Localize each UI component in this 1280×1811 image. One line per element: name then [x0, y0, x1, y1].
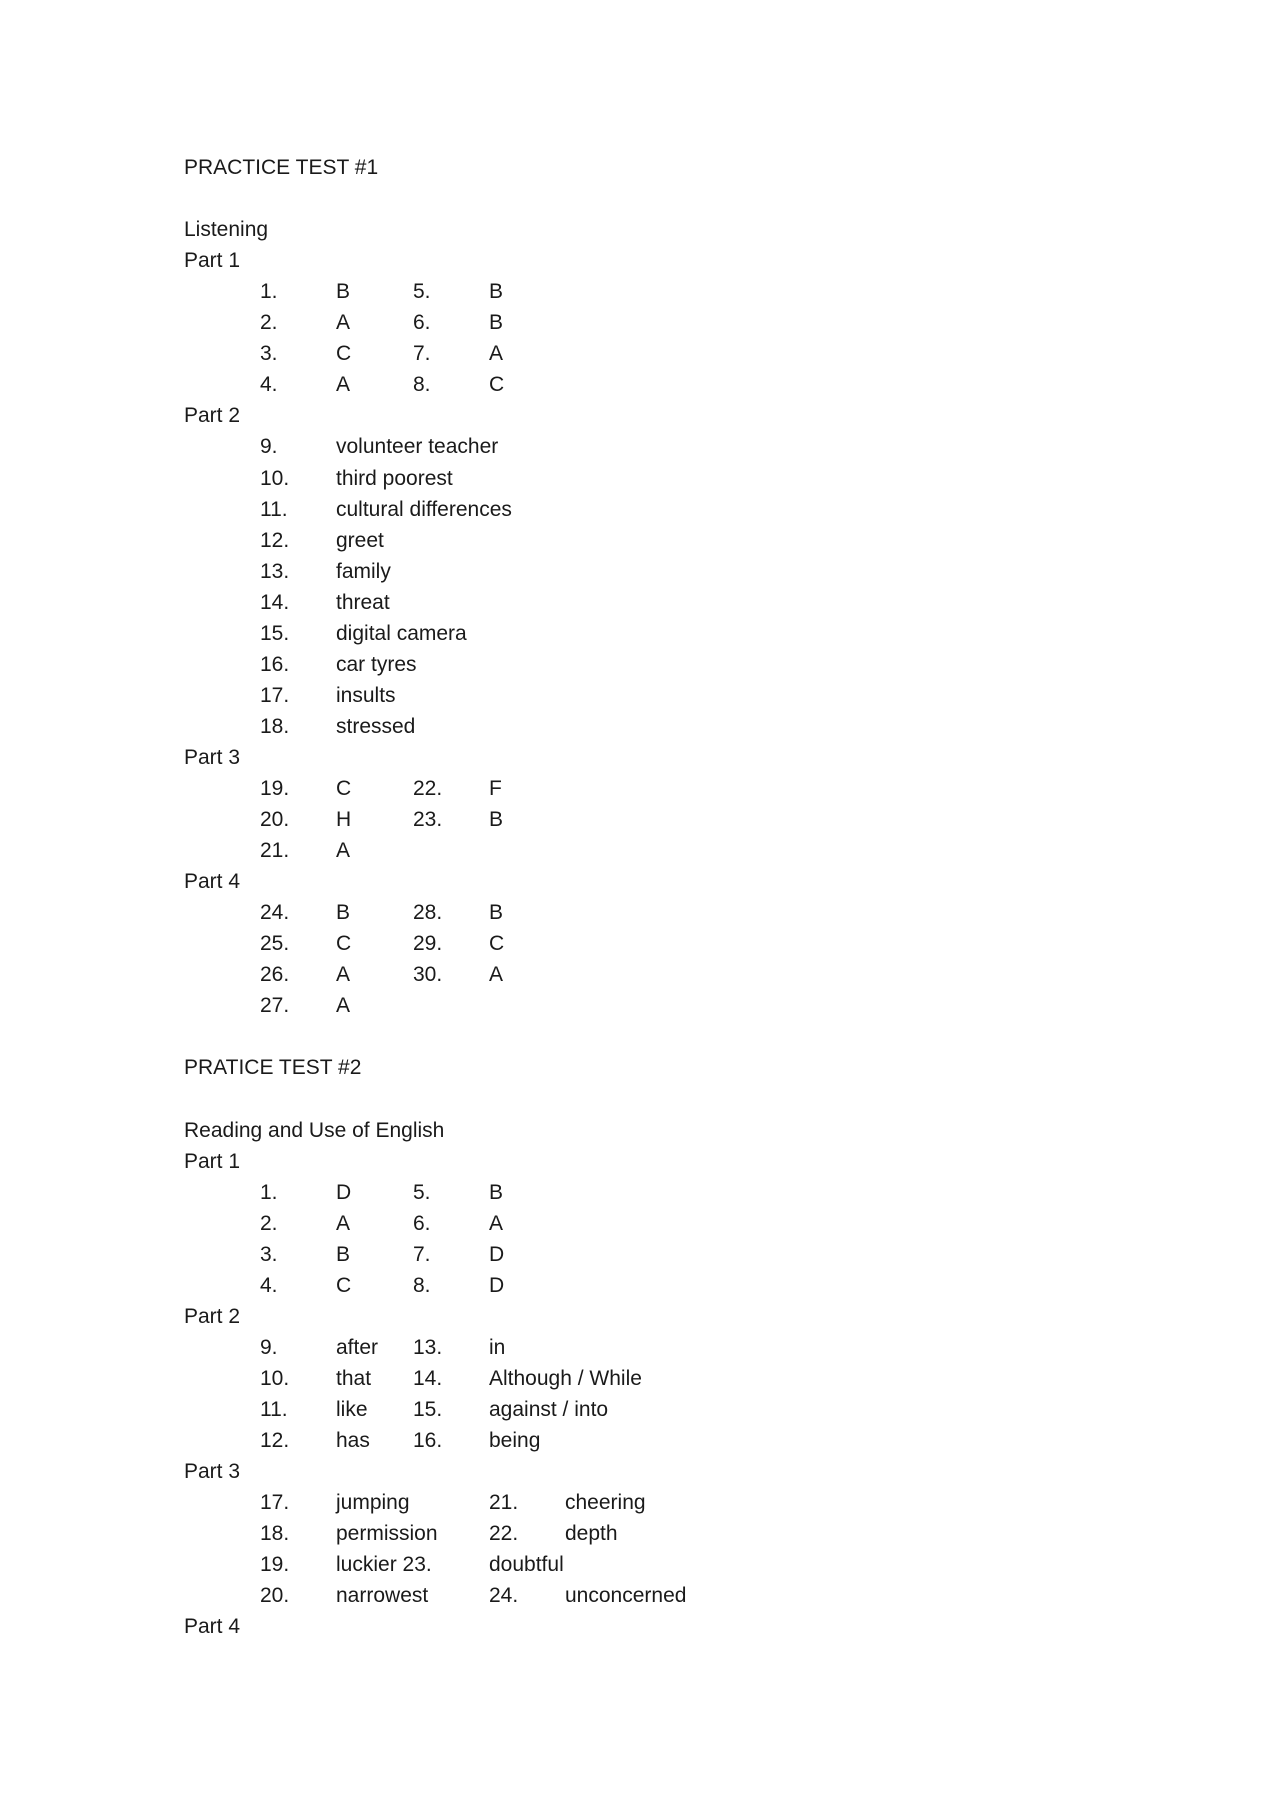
line-text: 10.: [260, 466, 290, 490]
line-text: like: [336, 1398, 368, 1421]
line-text: 24.: [260, 901, 290, 925]
line-text: 28.: [413, 901, 443, 925]
line-text: 25.: [260, 932, 290, 956]
line-text: B: [489, 311, 504, 335]
line-text: 8.: [413, 373, 431, 397]
line-text: cheering: [565, 1491, 646, 1515]
line-text: 13.: [413, 1335, 443, 1359]
line-text: 23.: [413, 808, 443, 832]
line-text: B: [336, 901, 351, 925]
line-text: 4.: [260, 1273, 278, 1297]
line-text: PRATICE TEST #2: [184, 1056, 362, 1080]
line-text: 2.: [260, 1211, 278, 1235]
line-text: doubtful: [489, 1553, 564, 1577]
line-text: B: [489, 808, 504, 832]
line-text: C: [336, 342, 352, 366]
line-text: volunteer teacher: [336, 435, 499, 459]
line-text: 20.: [260, 808, 290, 832]
line-text: family: [336, 559, 391, 583]
line-text: 1.: [260, 280, 278, 304]
line-text: 21.: [260, 839, 290, 863]
line-text: C: [336, 1273, 352, 1297]
line-text: 13.: [260, 559, 290, 583]
line-text: 19.: [260, 777, 290, 800]
line-text: 30.: [413, 963, 443, 987]
line-text: 16.: [413, 1429, 443, 1453]
line-text: A: [489, 963, 504, 987]
line-text: insults: [336, 683, 396, 707]
line-text: 16.: [260, 652, 290, 676]
line-text: D: [336, 1180, 352, 1204]
line-text: B: [489, 280, 504, 304]
line-text: 9.: [260, 1335, 278, 1359]
line-text: 19.: [260, 1553, 290, 1577]
line-text: Part 3: [184, 745, 241, 769]
line-text: 22.: [489, 1522, 519, 1546]
line-text: 7.: [413, 342, 431, 366]
line-text: 6.: [413, 311, 431, 335]
line-text: B: [489, 1180, 504, 1204]
line-text: narrowest: [336, 1584, 429, 1608]
line-text: 27.: [260, 994, 290, 1018]
line-text: being: [489, 1429, 541, 1453]
line-text: cultural differences: [336, 497, 512, 521]
line-text: Reading and Use of English: [184, 1118, 445, 1142]
line-text: 10.: [260, 1366, 290, 1390]
line-text: 5.: [413, 280, 431, 304]
line-text: 15.: [413, 1398, 443, 1421]
line-text: 17.: [260, 1491, 290, 1515]
line-text: 20.: [260, 1584, 290, 1608]
line-text: F: [489, 777, 502, 800]
line-text: A: [336, 839, 351, 863]
line-text: Part 1: [184, 1149, 241, 1173]
line-text: 17.: [260, 683, 290, 707]
line-text: A: [336, 311, 351, 335]
line-text: 18.: [260, 1522, 290, 1546]
line-text: car tyres: [336, 652, 417, 676]
line-text: 11.: [260, 497, 288, 521]
line-text: D: [489, 1273, 505, 1297]
line-text: 1.: [260, 1180, 278, 1204]
line-text: Listening: [184, 218, 269, 242]
line-text: Part 1: [184, 249, 241, 273]
line-text: A: [336, 994, 351, 1018]
line-text: greet: [336, 528, 384, 552]
line-text: third poorest: [336, 466, 453, 490]
line-text: C: [336, 932, 352, 956]
line-text: that: [336, 1366, 372, 1390]
line-text: Part 4: [184, 1615, 241, 1639]
line-text: jumping: [336, 1491, 410, 1515]
line-text: A: [336, 1211, 351, 1235]
line-text: against / into: [489, 1398, 609, 1421]
line-text: unconcerned: [565, 1584, 687, 1608]
line-text: after: [336, 1335, 379, 1359]
line-text: C: [489, 373, 505, 397]
line-text: 3.: [260, 1242, 278, 1266]
line-text: 12.: [260, 1429, 290, 1453]
line-text: 8.: [413, 1273, 431, 1297]
line-text: 15.: [260, 621, 290, 645]
line-text: 24.: [489, 1584, 519, 1608]
line-text: 9.: [260, 435, 278, 459]
line-text: has: [336, 1429, 370, 1453]
line-text: 2.: [260, 311, 278, 335]
line-text: 7.: [413, 1242, 431, 1266]
line-text: in: [489, 1335, 506, 1359]
line-text: PRACTICE TEST #1: [184, 156, 379, 179]
line-text: 3.: [260, 342, 278, 366]
line-text: 26.: [260, 963, 290, 987]
line-text: 6.: [413, 1211, 431, 1235]
line-text: threat: [336, 590, 390, 614]
line-text: A: [336, 373, 351, 397]
line-text: 22.: [413, 777, 443, 800]
line-text: 18.: [260, 714, 290, 738]
line-text: A: [489, 342, 504, 366]
line-text: C: [489, 932, 505, 956]
line-text: Part 2: [184, 404, 241, 428]
line-text: D: [489, 1242, 505, 1266]
line-text: C: [336, 777, 352, 800]
line-text: Although / While: [489, 1366, 642, 1390]
line-text: B: [489, 901, 504, 925]
line-text: Part 3: [184, 1460, 241, 1484]
line-text: B: [336, 280, 351, 304]
line-text: 14.: [260, 590, 290, 614]
line-text: digital camera: [336, 621, 467, 645]
line-text: 14.: [413, 1366, 443, 1390]
line-text: 5.: [413, 1180, 431, 1204]
line-text: Part 4: [184, 870, 241, 894]
line-text: 11.: [260, 1398, 288, 1421]
line-text: Part 2: [184, 1304, 241, 1328]
line-text: 21.: [489, 1491, 519, 1515]
line-text: A: [336, 963, 351, 987]
line-text: H: [336, 808, 352, 832]
line-text: stressed: [336, 714, 416, 738]
line-text: B: [336, 1242, 351, 1266]
line-text: 29.: [413, 932, 443, 956]
line-text: A: [489, 1211, 504, 1235]
line-text: permission: [336, 1522, 438, 1546]
line-text: 12.: [260, 528, 290, 552]
line-text: depth: [565, 1522, 618, 1546]
line-text: luckier 23.: [336, 1553, 432, 1577]
line-text: 4.: [260, 373, 278, 397]
